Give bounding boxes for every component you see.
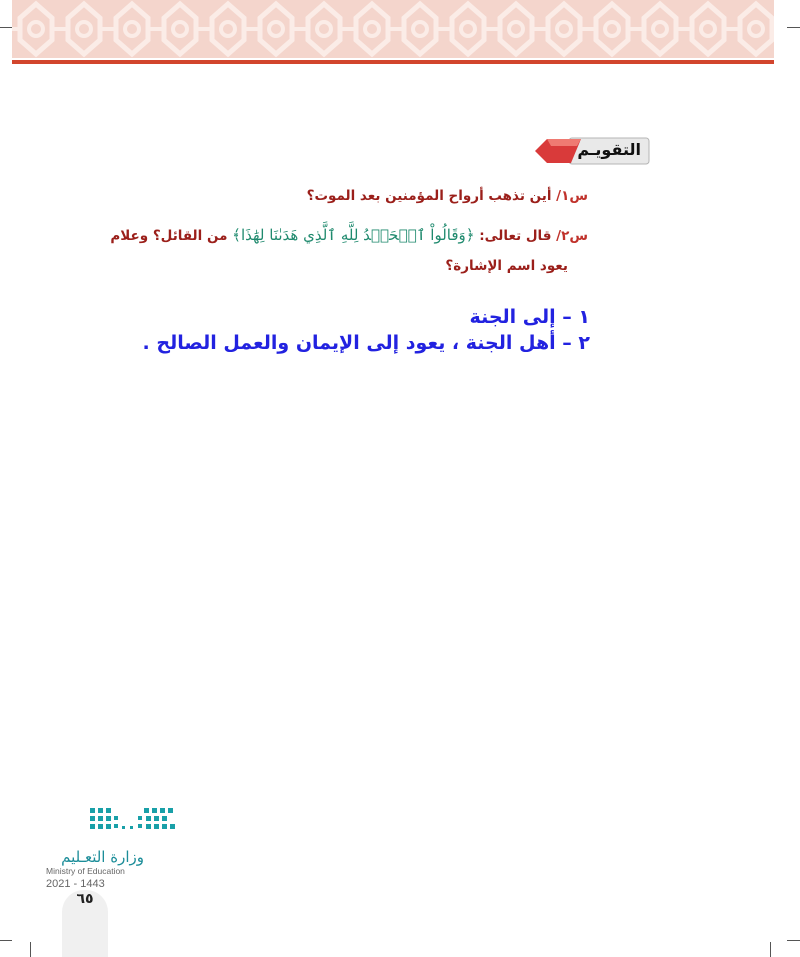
crop-mark <box>0 27 12 28</box>
crop-mark <box>787 940 800 941</box>
page-number: ٦٥ <box>76 891 94 907</box>
header-banner <box>12 0 774 58</box>
question-text: أين تذهب أرواح المؤمنين بعد الموت؟ <box>306 188 552 204</box>
question-number: س١/ <box>556 188 588 204</box>
section-tab <box>533 136 651 166</box>
question-2-line2: يعود اسم الإشارة؟ <box>445 258 568 274</box>
crop-mark <box>0 940 12 941</box>
question-2 <box>110 226 588 244</box>
question-lead: قال تعالى: <box>479 228 552 244</box>
logo-dots-icon <box>44 802 184 842</box>
question-tail: من القائل؟ وعلام <box>110 228 228 244</box>
crop-mark <box>30 942 31 957</box>
question-1 <box>307 188 588 204</box>
answer-2: ٢ – أهل الجنة ، يعود إلى الإيمان والعمل الصالح . <box>142 332 590 354</box>
ministry-name-en: Ministry of Education <box>46 866 125 876</box>
banner-underline <box>12 60 774 64</box>
quran-verse: ﴿وَقَالُواْ ٱلۡحَمۡدُ لِلَّهِ ٱلَّذِي هَدَىٰنَا لِهَٰذَا﴾ <box>232 226 475 244</box>
arabesque-pattern <box>12 0 774 58</box>
answer-1: ١ – إلى الجنة <box>469 306 590 328</box>
ministry-name-ar: وزارة التعـليم <box>61 848 144 866</box>
ministry-year: 2021 - 1443 <box>46 878 105 890</box>
question-number: س٢/ <box>556 228 588 244</box>
section-title: التقويـم <box>577 140 641 159</box>
crop-mark <box>787 27 800 28</box>
crop-mark <box>770 942 771 957</box>
